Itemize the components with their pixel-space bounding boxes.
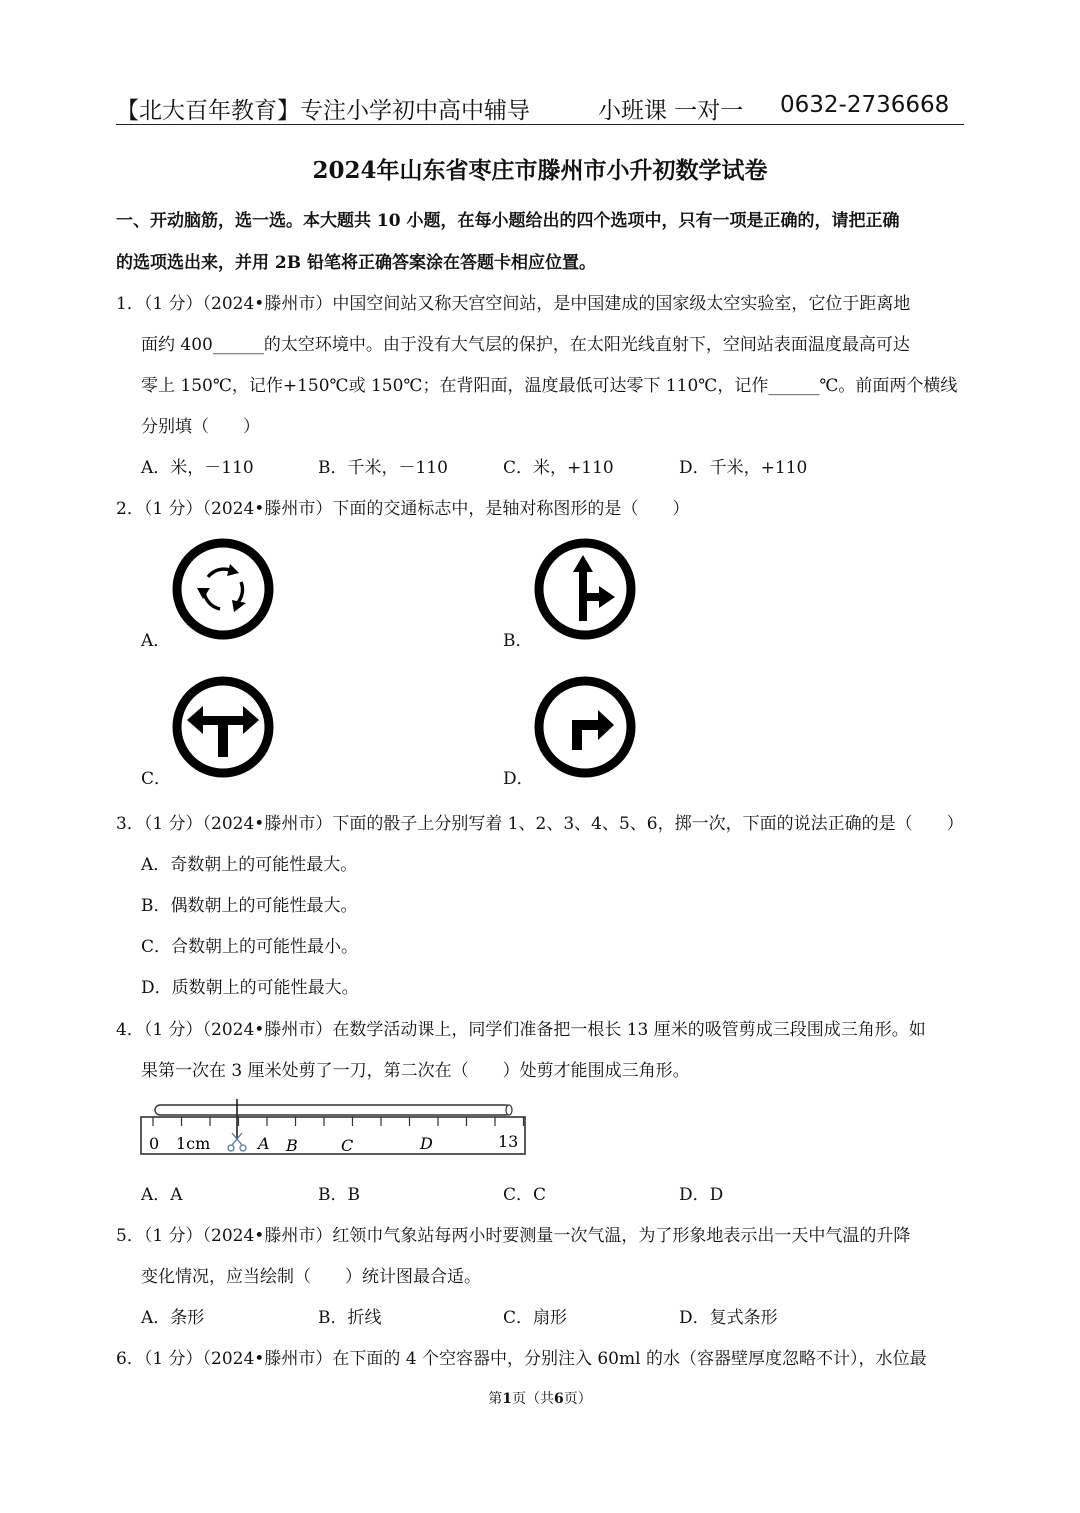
ruler-label-unit: 1cm [176, 1134, 211, 1153]
q3-option-c[interactable]: C．合数朝上的可能性最小。 [141, 937, 359, 957]
ruler-straw-figure [138, 1098, 530, 1160]
footer-middle: 页（共 [512, 1391, 554, 1407]
q4-option-a[interactable]: A．A [141, 1185, 183, 1205]
header-phone: 0632-2736668 [780, 92, 950, 118]
q1-option-c[interactable]: C．米，+110 [503, 458, 614, 478]
q4-option-b[interactable]: B．B [318, 1185, 360, 1205]
ruler-mark-d: D [420, 1134, 433, 1153]
header-org: 【北大百年教育】专注小学初中高中辅导 [116, 98, 530, 124]
q3-option-a[interactable]: A．奇数朝上的可能性最大。 [141, 855, 358, 875]
q5-option-d[interactable]: D．复式条形 [679, 1308, 778, 1328]
q2-label-b: B． [503, 631, 533, 651]
q1-line2: 面约 400______的太空环境中。由于没有大气层的保护，在太阳光线直射下，空间站表面温度最高可达 [141, 335, 910, 355]
q3-line1: 3．（1 分）（2024•滕州市）下面的骰子上分别写着 1、2、3、4、5、6，掷一次，下面的说法正确的是（ ） [116, 814, 964, 834]
section-instructions-line1: 一、开动脑筋，选一选。本大题共 10 小题，在每小题给出的四个选项中，只有一项是正确的，请把正确 [116, 211, 900, 231]
turn-right-sign-icon[interactable] [532, 674, 638, 780]
footer-suffix: 页） [563, 1391, 592, 1407]
q1-option-d[interactable]: D．千米，+110 [679, 458, 808, 478]
ruler-label-zero: 0 [149, 1134, 160, 1153]
left-and-right-sign-icon[interactable] [170, 674, 276, 780]
q1-line3: 零上 150℃，记作+150℃或 150℃；在背阳面，温度最低可达零下 110℃，记作______℃。前面两个横线 [141, 376, 958, 396]
footer-prefix: 第 [488, 1391, 503, 1407]
footer-page-number: 1 [502, 1391, 512, 1407]
q2-label-c: C． [141, 769, 172, 789]
q4-line2: 果第一次在 3 厘米处剪了一刀，第二次在（ ）处剪才能围成三角形。 [141, 1061, 690, 1081]
header-divider [116, 124, 964, 125]
ruler-mark-c: C [341, 1136, 354, 1155]
ruler-mark-a: A [258, 1134, 270, 1153]
q5-line1: 5．（1 分）（2024•滕州市）红领巾气象站每两小时要测量一次气温，为了形象地表示出一天中气温的升降 [116, 1226, 911, 1246]
q2-line1: 2．（1 分）（2024•滕州市）下面的交通标志中，是轴对称图形的是（ ） [116, 499, 690, 519]
straight-or-right-sign-icon[interactable] [532, 536, 638, 642]
q1-option-b[interactable]: B．千米，－110 [318, 458, 448, 478]
q4-option-d[interactable]: D．D [679, 1185, 724, 1205]
q1-option-a[interactable]: A．米，－110 [141, 458, 254, 478]
ruler-label-end: 13 [498, 1132, 519, 1151]
footer-total-pages: 6 [554, 1391, 564, 1407]
ruler-mark-b: B [286, 1136, 298, 1155]
q2-label-a: A． [141, 631, 171, 651]
q4-line1: 4．（1 分）（2024•滕州市）在数学活动课上，同学们准备把一根长 13 厘米的吸管剪成三段围成三角形。如 [116, 1020, 926, 1040]
q5-option-b[interactable]: B．折线 [318, 1308, 382, 1328]
q1-line1: 1．（1 分）（2024•滕州市）中国空间站又称天宫空间站，是中国建成的国家级太空实验室，它位于距离地 [116, 294, 911, 314]
straw [155, 1105, 511, 1115]
q6-line1: 6．（1 分）（2024•滕州市）在下面的 4 个空容器中，分别注入 60ml 的水（容器壁厚度忽略不计），水位最 [116, 1349, 927, 1369]
q5-option-a[interactable]: A．条形 [141, 1308, 205, 1328]
header-class-type: 小班课 一对一 [598, 98, 744, 124]
q2-label-d: D． [503, 769, 534, 789]
roundabout-sign-icon[interactable] [170, 536, 276, 642]
q4-option-c[interactable]: C．C [503, 1185, 547, 1205]
q1-line4: 分别填（ ） [141, 417, 260, 437]
q3-option-d[interactable]: D．质数朝上的可能性最大。 [141, 978, 359, 998]
q3-option-b[interactable]: B．偶数朝上的可能性最大。 [141, 896, 358, 916]
page-footer [0, 1388, 1080, 1408]
page-title: 2024年山东省枣庄市滕州市小升初数学试卷 [312, 157, 768, 184]
q5-option-c[interactable]: C．扇形 [503, 1308, 568, 1328]
section-instructions-line2: 的选项选出来，并用 2B 铅笔将正确答案涂在答题卡相应位置。 [116, 253, 597, 273]
q5-line2: 变化情况，应当绘制（ ）统计图最合适。 [141, 1267, 481, 1287]
